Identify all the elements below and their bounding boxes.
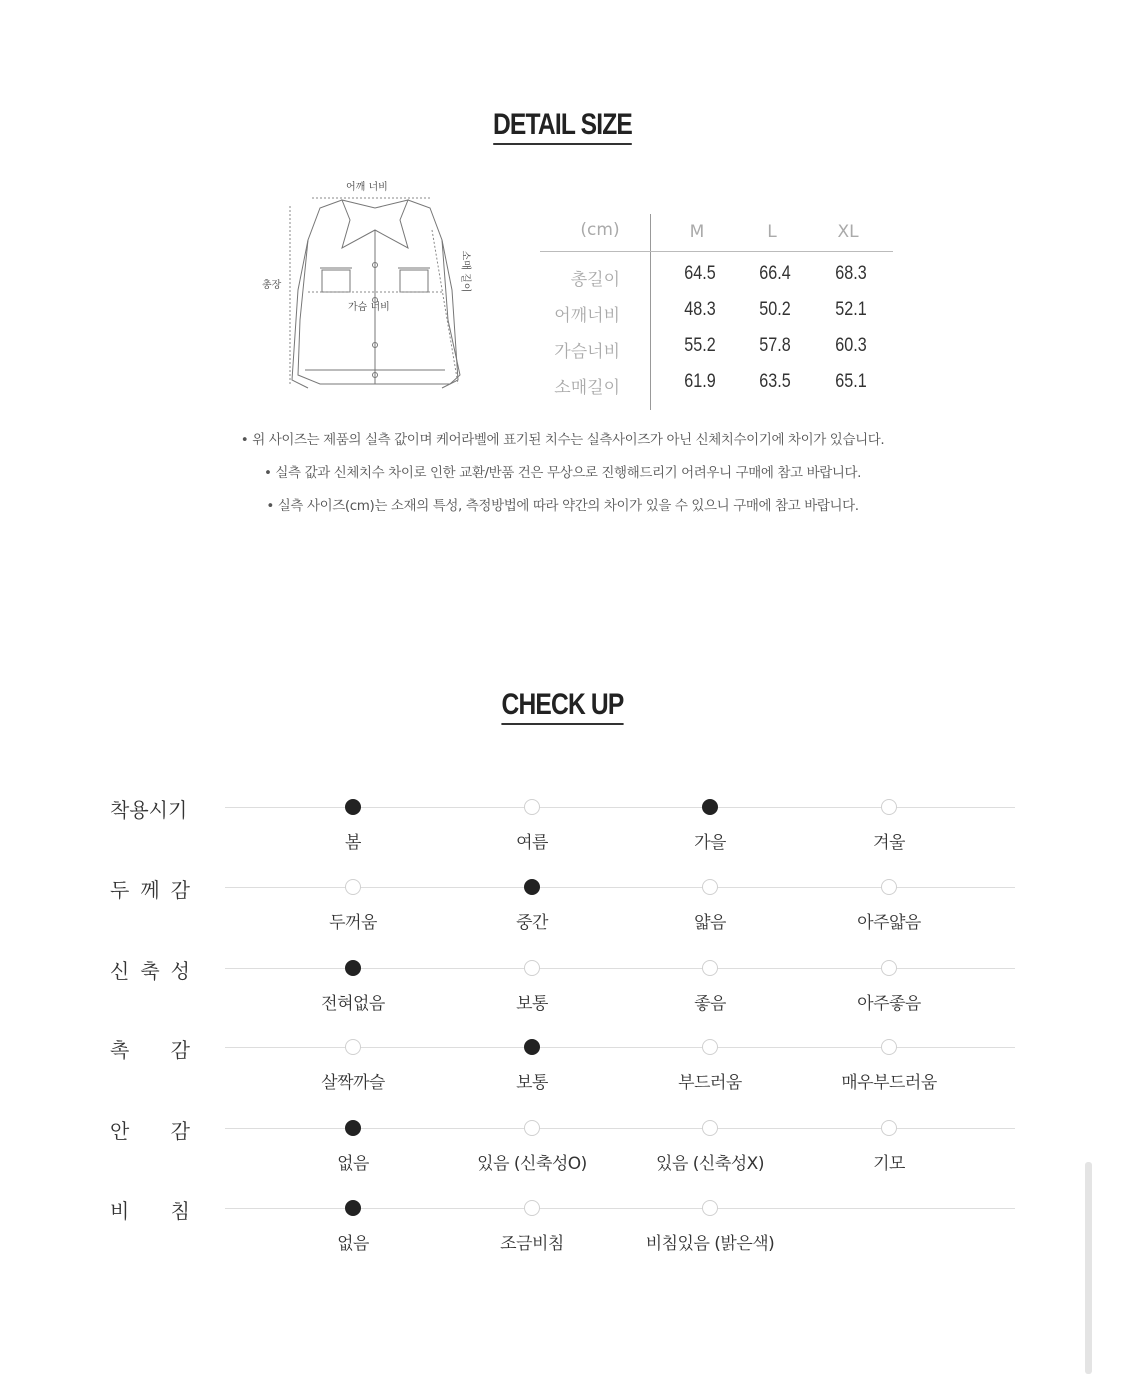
checkup-row-track [225, 1208, 1015, 1209]
unselected-dot [702, 1120, 718, 1136]
unselected-dot [524, 1200, 540, 1216]
checkup-row-label [110, 1195, 190, 1224]
jacket-diagram [250, 170, 480, 410]
checkup-option-label: 없음 [337, 1234, 369, 1254]
checkup-row-label [110, 955, 190, 984]
checkup-row-label-char: 감 [170, 1119, 190, 1143]
checkup-row-label-char: 축 [140, 959, 160, 983]
sleeve-length-label: 소매 길이 [459, 250, 471, 293]
checkup-option-label: 얇음 [694, 913, 726, 933]
row-label-shoulder: 어깨너비 [554, 306, 620, 326]
selected-dot [345, 799, 361, 815]
total-length-label: 총장 [262, 280, 282, 291]
row-label-length: 총길이 [570, 270, 620, 290]
checkup-option-label: 아주좋음 [857, 994, 921, 1014]
row-label-chest: 가슴너비 [554, 342, 620, 362]
unselected-dot [702, 1039, 718, 1055]
table-header-rule [540, 251, 893, 252]
checkup-option-label: 부드러움 [678, 1073, 742, 1093]
unselected-dot [702, 1200, 718, 1216]
selected-dot [345, 960, 361, 976]
checkup-row-label-char: 비 [110, 1199, 130, 1223]
checkup-option-label: 여름 [516, 833, 548, 853]
checkup-option-label: 아주얇음 [857, 913, 921, 933]
cell: 66.4 [759, 263, 791, 284]
unselected-dot [702, 879, 718, 895]
checkup-row-label [110, 794, 190, 823]
checkup-row-label-char: 두 [110, 878, 130, 902]
checkup-row-label-char: 성 [170, 959, 190, 983]
checkup-option-label: 좋음 [694, 994, 726, 1014]
size-header-xl: XL [837, 222, 859, 242]
unselected-dot [881, 1039, 897, 1055]
cell: 52.1 [835, 299, 867, 320]
cell: 61.9 [684, 371, 716, 392]
checkup-option-label: 겨울 [873, 833, 905, 853]
detail-size-title: DETAIL SIZE [101, 108, 1024, 142]
unselected-dot [881, 879, 897, 895]
shoulder-width-label: 어깨 너비 [346, 182, 388, 193]
size-note-2: • 실측 값과 신체치수 차이로 인한 교환/반품 건은 무상으로 진행해드리기 어려우니 구매에 참고 바랍니다. [263, 465, 862, 481]
checkup-row-label [110, 874, 190, 903]
cell: 50.2 [759, 299, 791, 320]
checkup-option-label: 봄 [345, 833, 361, 853]
cell: 63.5 [759, 371, 791, 392]
checkup-option-label: 없음 [337, 1154, 369, 1174]
size-header-m: M [689, 222, 705, 242]
check-up-title: CHECK UP [101, 688, 1024, 722]
unselected-dot [345, 1039, 361, 1055]
checkup-option-label: 있음 (신축성O) [477, 1154, 587, 1174]
cell: 57.8 [759, 335, 791, 356]
cell: 65.1 [835, 371, 867, 392]
checkup-row-label [110, 1034, 190, 1063]
checkup-option-label: 보통 [516, 1073, 548, 1093]
checkup-option-label: 있음 (신축성X) [656, 1154, 764, 1174]
scrollbar[interactable] [1085, 1162, 1092, 1374]
unselected-dot [881, 799, 897, 815]
unselected-dot [524, 1120, 540, 1136]
checkup-option-label: 기모 [873, 1154, 905, 1174]
unselected-dot [345, 879, 361, 895]
size-table [540, 214, 895, 410]
checkup-option-label: 조금비침 [500, 1234, 564, 1254]
unselected-dot [881, 960, 897, 976]
checkup-option-label: 보통 [516, 994, 548, 1014]
selected-dot [524, 1039, 540, 1055]
unit-header: (cm) [580, 220, 620, 240]
selected-dot [345, 1120, 361, 1136]
checkup-row-label-char: 착용시기 [110, 798, 188, 822]
checkup-option-label: 가을 [694, 833, 726, 853]
cell: 68.3 [835, 263, 867, 284]
selected-dot [345, 1200, 361, 1216]
size-note-1: • 위 사이즈는 제품의 실측 값이며 케어라벨에 표기된 치수는 실측사이즈가 아닌 신체치수이기에 차이가 있습니다. [240, 432, 885, 448]
cell: 55.2 [684, 335, 716, 356]
size-header-l: L [767, 222, 777, 242]
unselected-dot [881, 1120, 897, 1136]
chest-width-label: 가슴 너비 [348, 302, 390, 313]
jacket-outline-illustration [250, 170, 480, 410]
unselected-dot [524, 960, 540, 976]
checkup-option-label: 두꺼움 [329, 913, 377, 933]
checkup-option-label: 살짝까슬 [321, 1073, 385, 1093]
unselected-dot [524, 799, 540, 815]
cell: 48.3 [684, 299, 716, 320]
selected-dot [702, 799, 718, 815]
checkup-row-label-char: 신 [110, 959, 130, 983]
checkup-row-label-char: 안 [110, 1119, 130, 1143]
cell: 64.5 [684, 263, 716, 284]
checkup-row-label-char: 촉 [110, 1038, 130, 1062]
checkup-option-label: 매우부드러움 [841, 1073, 937, 1093]
checkup-row-label-char: 침 [170, 1199, 190, 1223]
checkup-row-label-char: 께 [140, 878, 160, 902]
unselected-dot [702, 960, 718, 976]
cell: 60.3 [835, 335, 867, 356]
checkup-option-label: 비침있음 (밝은색) [645, 1234, 775, 1254]
checkup-option-label: 중간 [516, 913, 548, 933]
table-divider [650, 214, 651, 410]
checkup-option-label: 전혀없음 [321, 994, 385, 1014]
checkup-row-label-char: 감 [170, 1038, 190, 1062]
selected-dot [524, 879, 540, 895]
checkup-row-label-char: 감 [170, 878, 190, 902]
size-note-3: • 실측 사이즈(cm)는 소재의 특성, 측정방법에 따라 약간의 차이가 있을 수 있으니 구매에 참고 바랍니다. [266, 498, 859, 514]
row-label-sleeve: 소매길이 [554, 378, 620, 398]
checkup-row-label [110, 1115, 190, 1144]
